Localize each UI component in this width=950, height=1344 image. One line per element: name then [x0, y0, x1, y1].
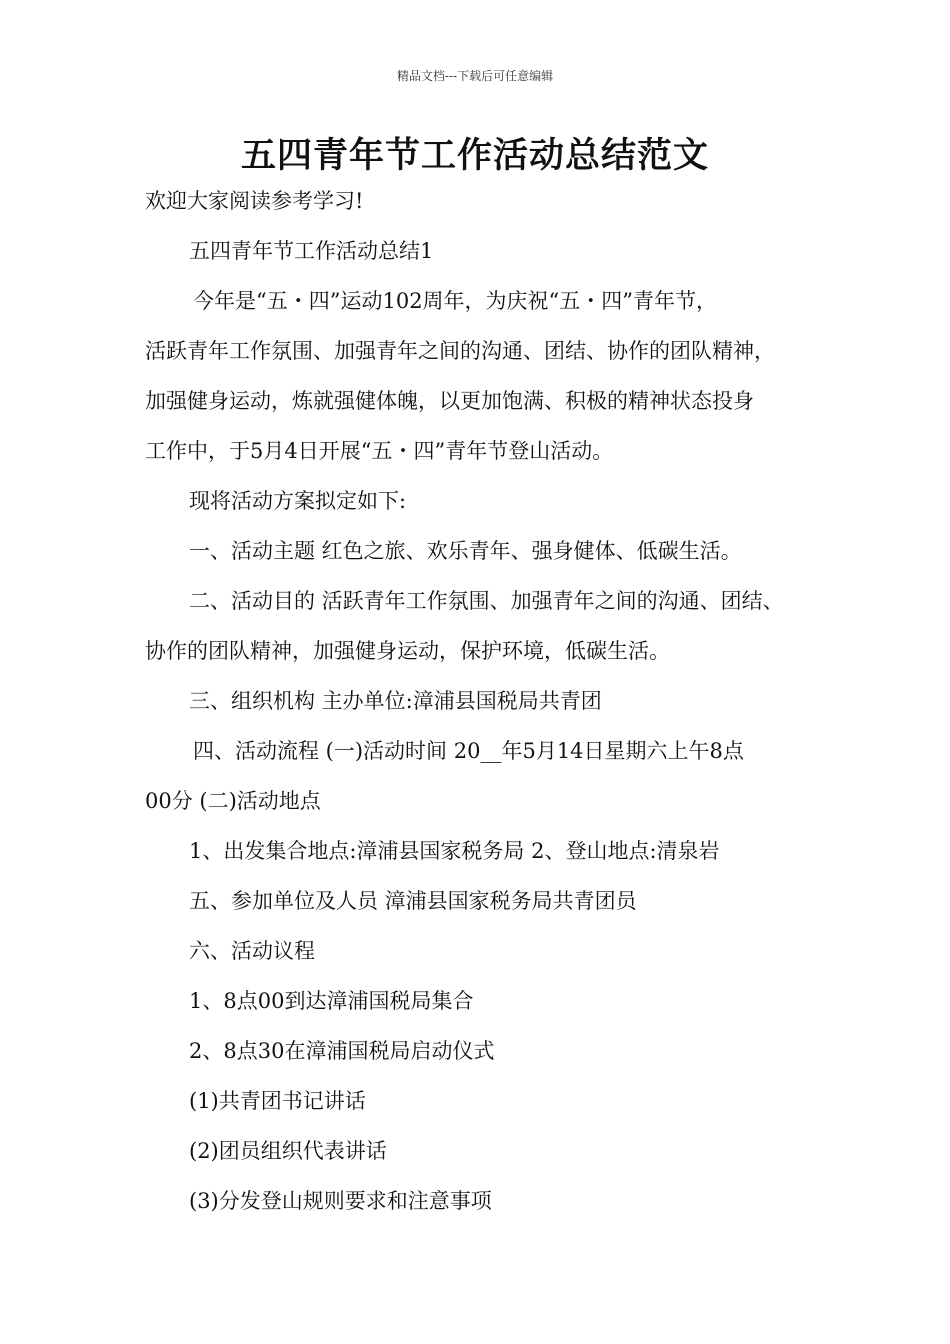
- paragraph-line: (1)共青团书记讲话: [189, 1089, 366, 1113]
- paragraph-line: 五四青年节工作活动总结1: [189, 239, 434, 263]
- paragraph-line: 1、出发集合地点:漳浦县国家税务局 2、登山地点:清泉岩: [189, 839, 720, 863]
- header-note: 精品文档---下载后可任意编辑: [396, 69, 554, 83]
- paragraph-line: 一、活动主题 红色之旅、欢乐青年、强身健体、低碳生活。: [189, 539, 742, 563]
- paragraph-line: 五、参加单位及人员 漳浦县国家税务局共青团员: [189, 889, 637, 913]
- paragraph-line: 2、8点30在漳浦国税局启动仪式: [189, 1039, 495, 1063]
- paragraph-line: 三、组织机构 主办单位:漳浦县国税局共青团: [189, 689, 602, 713]
- paragraph-line: 欢迎大家阅读参考学习!: [145, 189, 364, 213]
- paragraph-line: 协作的团队精神，加强健身运动，保护环境，低碳生活。: [145, 639, 670, 663]
- paragraph-line: 四、活动流程 (一)活动时间 20__年5月14日星期六上午8点: [193, 739, 744, 763]
- paragraph-line: (3)分发登山规则要求和注意事项: [189, 1189, 492, 1213]
- paragraph-line: 今年是“五・四”运动102周年，为庆祝“五・四”青年节，: [193, 289, 718, 313]
- paragraph-line: 1、8点00到达漳浦国税局集合: [189, 989, 474, 1013]
- paragraph-line: 现将活动方案拟定如下:: [189, 489, 407, 513]
- paragraph-line: 活跃青年工作氛围、加强青年之间的沟通、团结、协作的团队精神，: [145, 339, 775, 363]
- paragraph-line: 二、活动目的 活跃青年工作氛围、加强青年之间的沟通、团结、: [189, 589, 784, 613]
- paragraph-line: 工作中，于5月4日开展“五・四”青年节登山活动。: [145, 439, 614, 463]
- paragraph-line: (2)团员组织代表讲话: [189, 1139, 387, 1163]
- document-title: 五四青年节工作活动总结范文: [240, 136, 709, 176]
- paragraph-line: 六、活动议程: [189, 939, 315, 963]
- paragraph-line: 加强健身运动，炼就强健体魄，以更加饱满、积极的精神状态投身: [145, 389, 754, 413]
- paragraph-line: 00分 (二)活动地点: [145, 789, 321, 813]
